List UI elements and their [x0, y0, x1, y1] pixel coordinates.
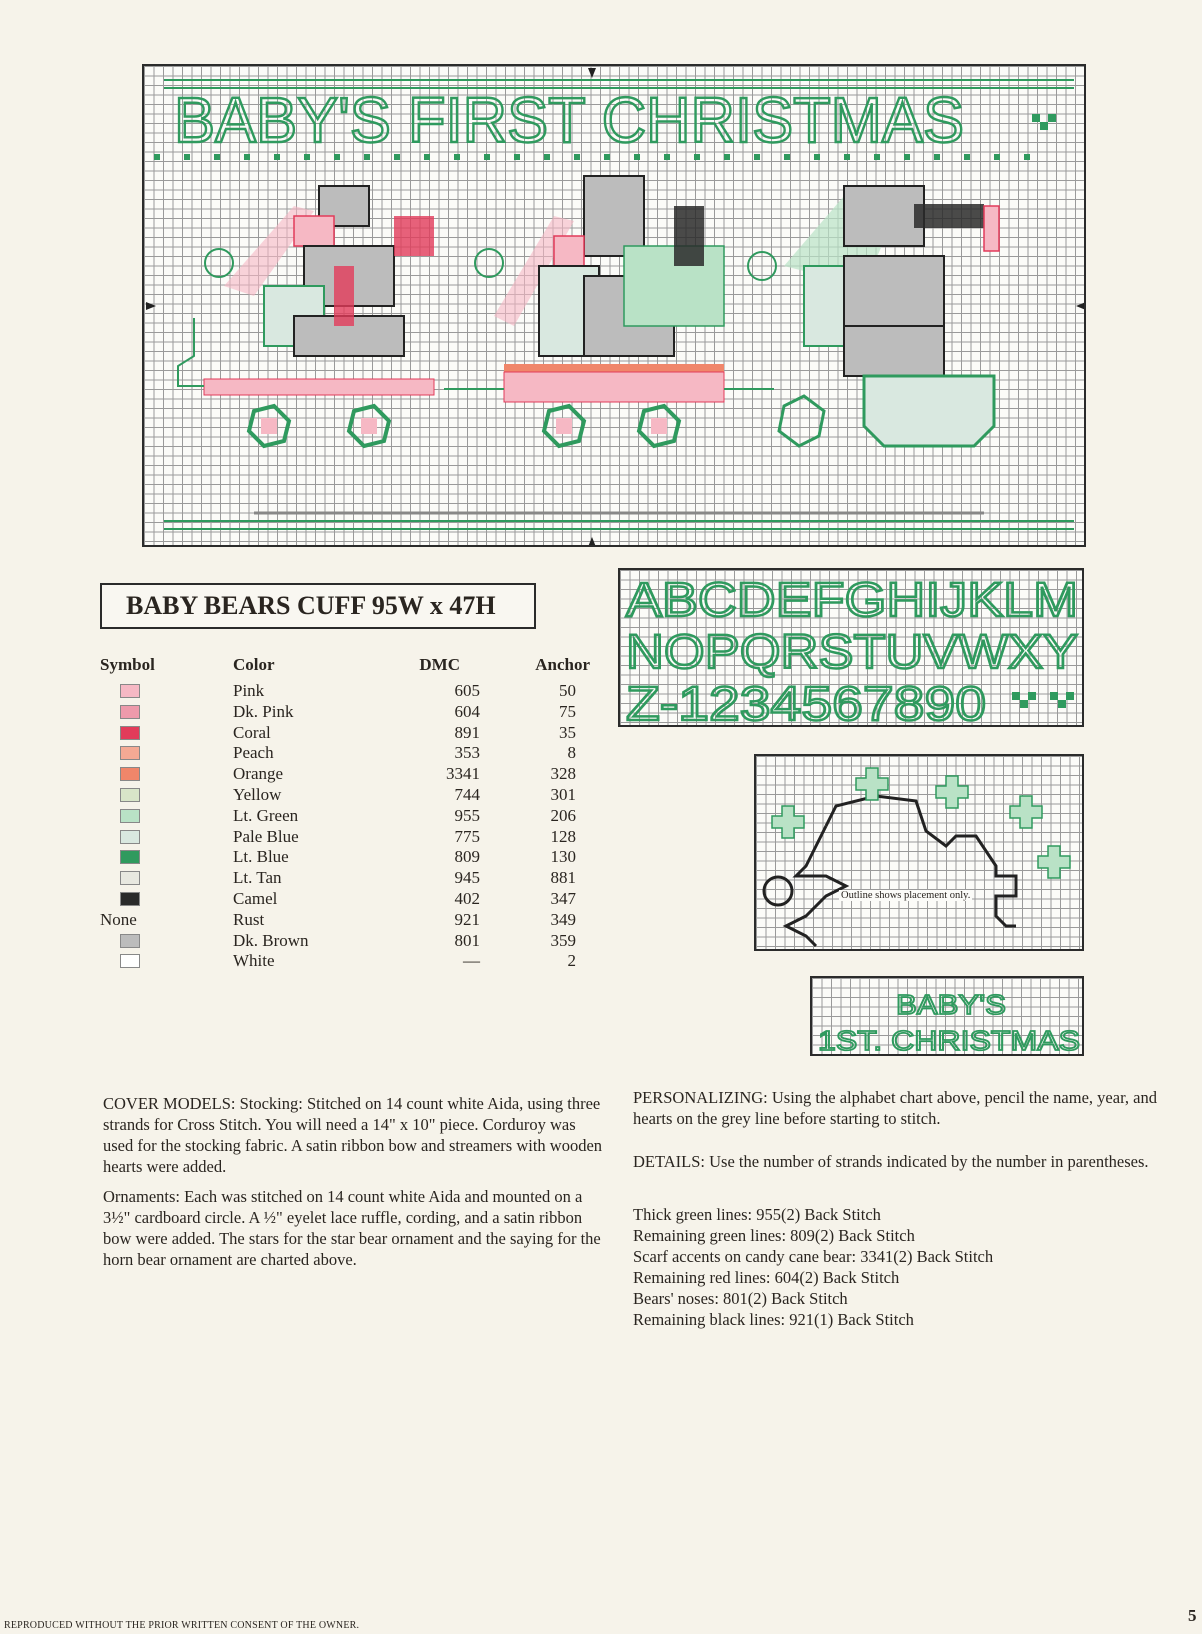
legend-anchor: 301	[550, 785, 576, 804]
legend-color: Dk. Brown	[233, 930, 309, 950]
bear-3	[748, 186, 999, 446]
cuff-chart	[142, 64, 1086, 547]
legend-color: Dk. Pink	[233, 701, 294, 721]
legend-anchor: 8	[567, 743, 576, 763]
bear-2	[444, 176, 774, 446]
symbol-swatch-icon	[120, 954, 140, 968]
cover-models-text: COVER MODELS: Stocking: Stitched on 14 count white Aida, using three strands for Cross Stitch. You will need a 14" x 10" piece. Corduroy was used for the stocking fabric. A satin ribbon bow and streamers with wooden hearts were added.	[103, 1094, 603, 1176]
symbol-swatch-icon	[120, 746, 140, 760]
placement-note: Outline shows placement only.	[841, 890, 971, 901]
legend-anchor: 128	[550, 826, 576, 846]
legend-dmc: 955	[454, 805, 480, 825]
legend-anchor: 2	[567, 951, 576, 971]
saying-line-2: 1ST. CHRISTMAS	[818, 1025, 1080, 1056]
symbol-swatch-icon	[120, 809, 140, 823]
legend-color: Orange	[233, 764, 284, 784]
symbol-swatch-icon	[120, 830, 140, 844]
details-list	[633, 1204, 1173, 1330]
heart-symbols	[1012, 692, 1074, 708]
legend-dmc: 891	[454, 722, 480, 742]
legend-dmc: 353	[454, 743, 480, 763]
legend-color: Yellow	[233, 785, 282, 804]
ornaments-text: Ornaments: Each was stitched on 14 count white Aida and mounted on a 3½" cardboard circle. A ½" eyelet lace ruffle, cording, and a satin ribbon bow were added. The stars for the star bear ornament and the saying for the horn bear ornament are charted above.	[103, 1187, 601, 1269]
symbol-swatch-icon	[120, 726, 140, 740]
legend-anchor: 75	[559, 701, 576, 721]
star-icons	[772, 768, 1070, 878]
details-line: Remaining green lines: 809(2) Back Stitch	[633, 1226, 915, 1245]
legend-anchor: 328	[550, 764, 576, 784]
legend-anchor: 206	[550, 805, 576, 825]
star-placement-chart	[754, 754, 1084, 951]
legend-dmc: 604	[454, 701, 480, 721]
cuff-chart-artwork	[144, 66, 1086, 547]
legend-header-symbol: Symbol	[100, 655, 155, 674]
legend-header-color: Color	[233, 655, 275, 674]
symbol-swatch-icon	[120, 934, 140, 948]
legend-color: Lt. Green	[233, 805, 299, 825]
legend-dmc: 775	[454, 826, 480, 846]
symbol-swatch-icon	[120, 705, 140, 719]
legend-color: Pale Blue	[233, 826, 299, 846]
legend-anchor: 130	[550, 847, 576, 867]
details-text: DETAILS: Use the number of strands indicated by the number in parentheses.	[633, 1152, 1149, 1171]
chart-title: BABY'S FIRST CHRISTMAS	[174, 84, 964, 156]
legend-dmc: 921	[454, 909, 480, 929]
details-line: Scarf accents on candy cane bear: 3341(2) Back Stitch	[633, 1247, 994, 1266]
symbol-swatch-icon	[120, 850, 140, 864]
legend-color: Coral	[233, 722, 271, 742]
legend-dmc: 402	[454, 889, 480, 908]
alphabet-row-2: NOPQRSTUVWXY	[626, 626, 1078, 679]
legend-header-dmc: DMC	[419, 655, 460, 674]
page-number: 5	[1188, 1606, 1197, 1625]
legend-dmc: 945	[454, 868, 480, 888]
alphabet-row-3: Z-1234567890	[626, 678, 986, 729]
legend-dmc: 605	[454, 681, 480, 700]
legend-anchor: 50	[559, 681, 576, 700]
legend-color: Lt. Blue	[233, 847, 289, 867]
bear-1	[178, 186, 434, 446]
alphabet-row-1: ABCDEFGHIJKLM	[626, 574, 1078, 627]
legend-dmc: 744	[454, 785, 480, 804]
legend-color: Lt. Tan	[233, 868, 282, 888]
legend-color: Camel	[233, 889, 278, 908]
details-line: Remaining red lines: 604(2) Back Stitch	[633, 1268, 900, 1287]
saying-line-1: BABY'S	[896, 989, 1006, 1020]
saying-chart	[810, 976, 1084, 1056]
legend-header-anchor: Anchor	[535, 655, 590, 674]
symbol-swatch-icon	[120, 767, 140, 781]
details-line: Bears' noses: 801(2) Back Stitch	[633, 1289, 848, 1308]
legend-color: Pink	[233, 681, 265, 700]
legend-anchor: 881	[550, 868, 576, 888]
legend-dmc: 3341	[446, 764, 480, 784]
legend-color: White	[233, 951, 275, 971]
legend-anchor: 349	[550, 909, 576, 929]
personalizing-text: PERSONALIZING: Using the alphabet chart above, pencil the name, year, and hearts on the grey line before starting to stitch.	[633, 1088, 1157, 1128]
symbol-swatch-icon	[120, 788, 140, 802]
legend-anchor: 347	[550, 889, 576, 908]
details-line: Thick green lines: 955(2) Back Stitch	[633, 1205, 881, 1224]
symbol-swatch-icon	[120, 892, 140, 906]
legend-title: BABY BEARS CUFF 95W x 47H	[100, 583, 536, 629]
symbol-swatch-icon	[120, 684, 140, 698]
details-line: Remaining black lines: 921(1) Back Stitch	[633, 1310, 914, 1329]
legend-color: Peach	[233, 743, 274, 763]
footer-notice: REPRODUCED WITHOUT THE PRIOR WRITTEN CONSENT OF THE OWNER.	[4, 1620, 360, 1631]
legend-dmc: 809	[454, 847, 480, 867]
legend-symbol-text: None	[100, 909, 137, 929]
legend-anchor: 35	[559, 722, 576, 742]
symbol-swatch-icon	[120, 871, 140, 885]
legend-dmc: —	[463, 951, 480, 971]
legend-dmc: 801	[454, 930, 480, 950]
alphabet-chart	[618, 568, 1084, 727]
legend-color: Rust	[233, 909, 265, 929]
legend-anchor: 359	[550, 930, 576, 950]
